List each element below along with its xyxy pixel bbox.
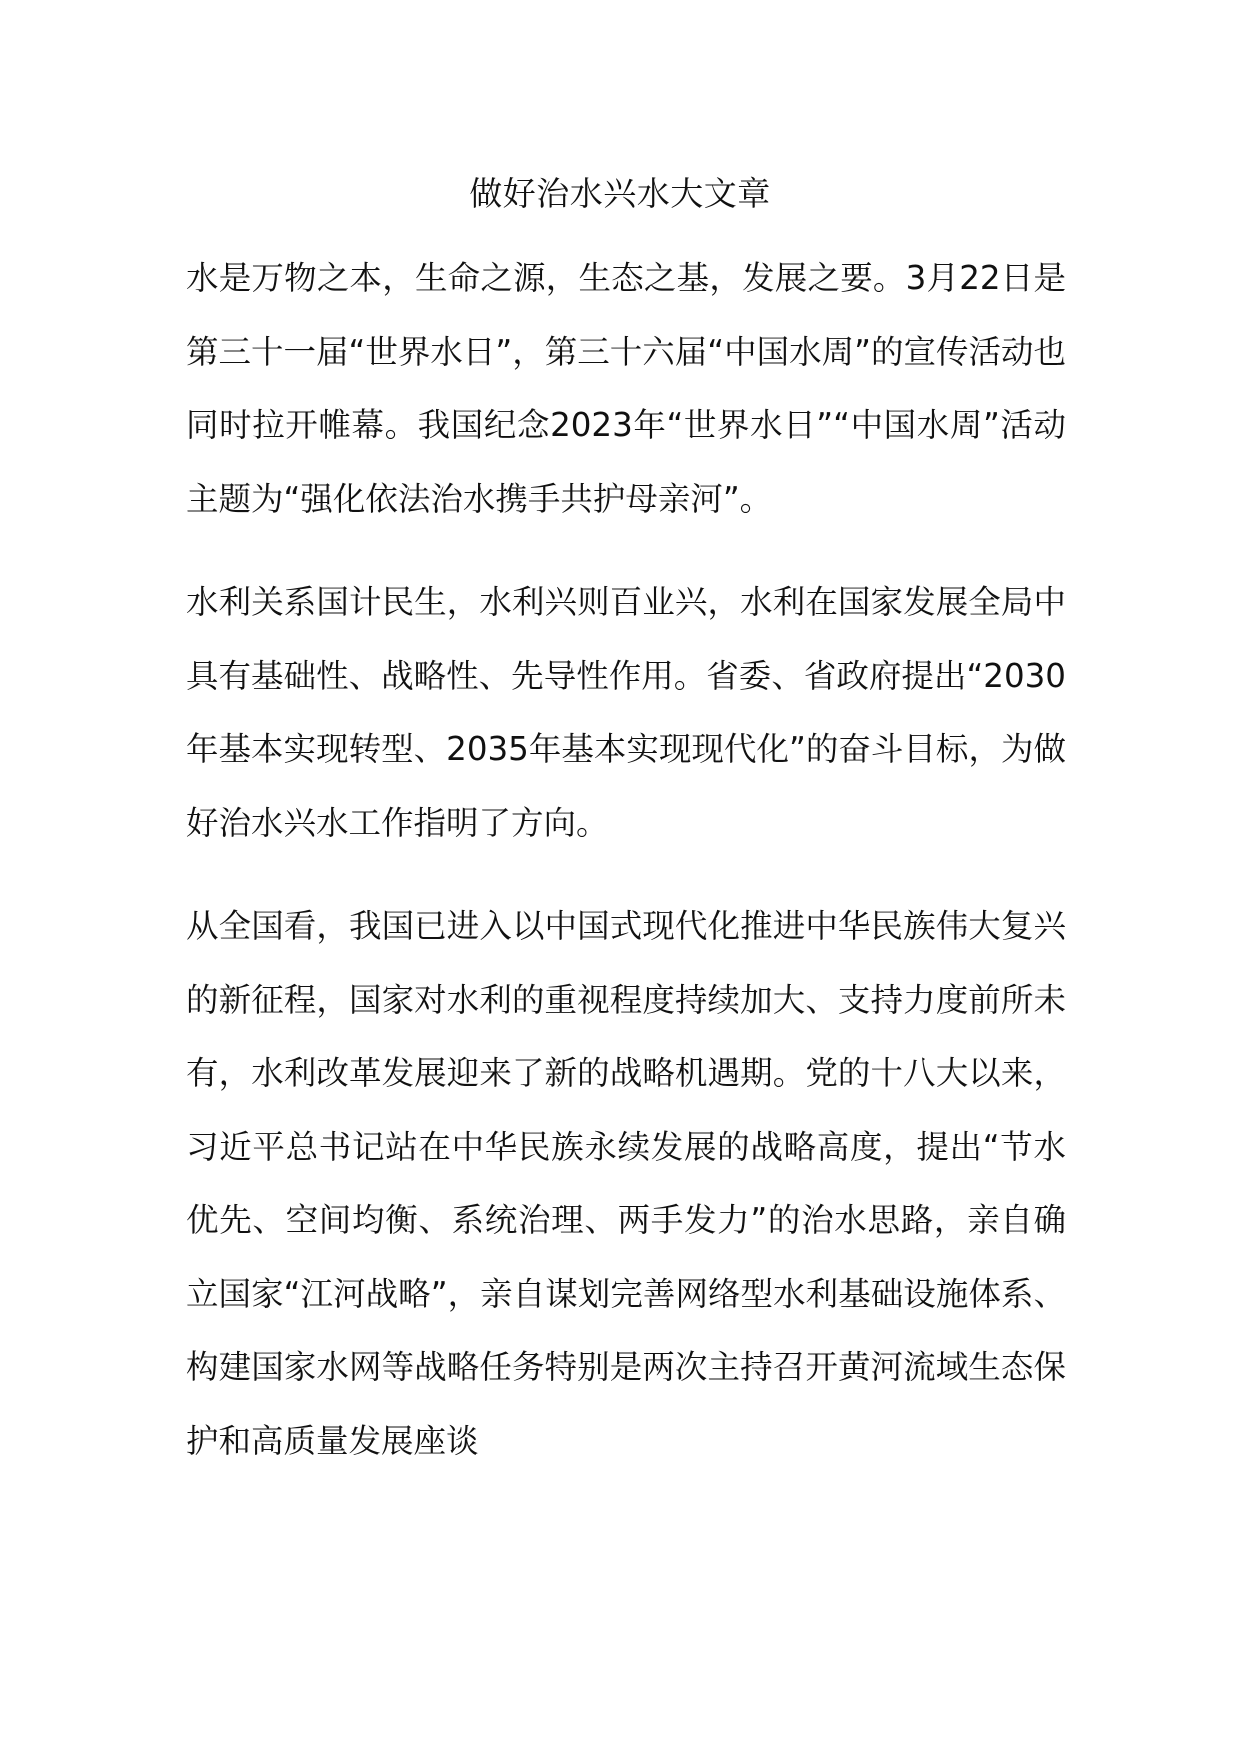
paragraph-water-conservancy: 水利关系国计民生，水利兴则百业兴，水利在国家发展全局中具有基础性、战略性、先导性作用。省委、省政府提出“2030年基本实现转型、2035年基本实现现代化”的奋斗目标，为做好治水兴水工作指明了方向。	[186, 583, 1066, 842]
document-title: 做好治水兴水大文章	[469, 174, 771, 213]
paragraph-national-view: 从全国看，我国已进入以中国式现代化推进中华民族伟大复兴的新征程，国家对水利的重视程度持续加大、支持力度前所未有，水利改革发展迎来了新的战略机遇期。党的十八大以来，习近平总书记站在中华民族永续发展的战略高度，提出“节水优先、空间均衡、系统治理、两手发力”的治水思路，亲自确立国家“江河战略”，亲自谋划完善网络型水利基础设施体系、构建国家水网等战略任务特别是两次主持召开黄河流域生态保护和高质量发展座谈	[186, 907, 1066, 1460]
document-body	[186, 242, 1066, 1508]
paragraph-world-water-day: 水是万物之本，生命之源，生态之基，发展之要。3月22日是第三十一届“世界水日”，第三十六届“中国水周”的宣传活动也同时拉开帷幕。我国纪念2023年“世界水日”“中国水周”活动主题为“强化依法治水携手共护母亲河”。	[186, 259, 1066, 518]
